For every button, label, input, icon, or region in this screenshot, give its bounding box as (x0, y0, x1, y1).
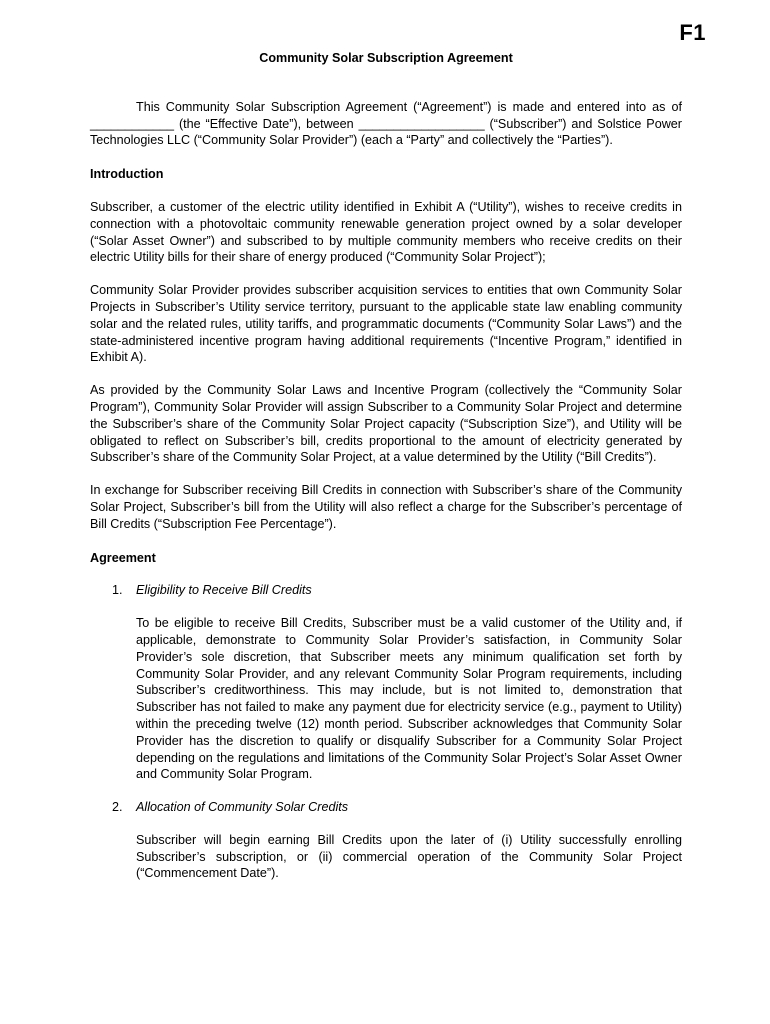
section-2-heading (112, 799, 682, 816)
page-label: F1 (679, 20, 706, 45)
section-2-title: Allocation of Community Solar Credits (136, 800, 349, 815)
document-body (90, 50, 682, 898)
section-1-title: Eligibility to Receive Bill Credits (136, 583, 312, 598)
intro-paragraph-2: Community Solar Provider provides subscriber acquisition services to entities that own Community Solar Projects in Subscriber’s Utility service territory, pursuant to the applicable state law enabling community solar and the related rules, utility tariffs, and programmatic documents (“Community Solar Laws”) and the state-administered incentive program having additional requirements (“Incentive Program,” identified in Exhibit A). (90, 283, 682, 365)
section-2-number: 2. (112, 800, 123, 815)
intro-paragraph-1: Subscriber, a customer of the electric utility identified in Exhibit A (“Utility”), wishes to receive credits in connection with a photovoltaic community renewable generation project owned by a solar developer (“Solar Asset Owner”) and subscribed to by multiple community members who receive credits on their electric Utility bills for their share of energy produced (“Community Solar Project”); (90, 199, 682, 265)
document-title: Community Solar Subscription Agreement (259, 51, 513, 65)
preamble-paragraph: This Community Solar Subscription Agreement (“Agreement”) is made and entered into as of ____________ (the “Effective Date”), between __________________ (“Subscriber”) and Solstice Power Technologies LLC (“Community Solar Provider”) (each a “Party” and collectively the “Parties”). (90, 99, 682, 148)
intro-paragraph-3: As provided by the Community Solar Laws and Incentive Program (collectively the “Community Solar Program”), Community Solar Provider will assign Subscriber to a Community Solar Project and determine the Subscriber’s share of the Community Solar Project capacity (“Subscription Size”), and Utility will be obligated to reflect on Subscriber’s bill, credits proportional to the amount of electricity generated by Subscriber’s share of the Community Solar Project, at a value determined by the Utility (“Bill Credits”). (90, 383, 682, 465)
section-1-body: To be eligible to receive Bill Credits, Subscriber must be a valid customer of the Utility and, if applicable, demonstrate to Community Solar Provider’s satisfaction, in Community Solar Provider’s sole discretion, that Subscriber meets any minimum qualification set forth by Community Solar Provider, and any relevant Community Solar Program requirements, including Subscriber’s creditworthiness. This may include, but is not limited to, demonstration that Subscriber has not failed to make any payment due for electricity service (e.g., payment to Utility) within the preceding twelve (12) month period. Subscriber acknowledges that Community Solar Provider has the discretion to qualify or disqualify Subscriber for a Community Solar Project depending on the regulations and limitations of the Community Solar Project’s Solar Asset Owner and Community Solar Program. (136, 616, 682, 782)
section-1-heading (112, 582, 682, 599)
introduction-heading: Introduction (90, 167, 164, 182)
agreement-heading: Agreement (90, 550, 156, 565)
section-1-number: 1. (112, 583, 123, 598)
intro-paragraph-4: In exchange for Subscriber receiving Bill Credits in connection with Subscriber’s share of the Community Solar Project, Subscriber’s bill from the Utility will also reflect a charge for the Subscriber’s percentage of Bill Credits (“Subscription Fee Percentage”). (90, 483, 682, 531)
section-2-body: Subscriber will begin earning Bill Credits upon the later of (i) Utility successfully enrolling Subscriber’s subscription, or (ii) commercial operation of the Community Solar Project (“Commencement Date”). (136, 832, 682, 881)
